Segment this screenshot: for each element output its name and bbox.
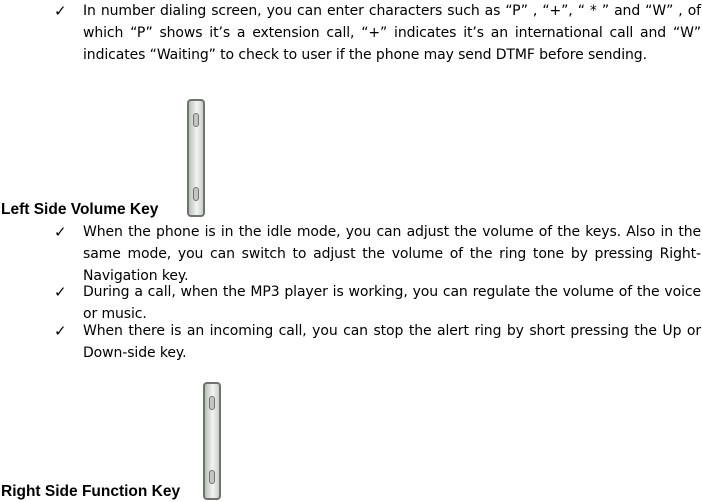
checkmark-icon: ✓ (54, 322, 67, 340)
list-item-text: During a call, when the MP3 player is working, you can regulate the volume of the voice or music. (83, 284, 701, 322)
section-heading-right-function-key: Right Side Function Key (1, 483, 181, 500)
volume-up-slot (193, 113, 199, 127)
volume-down-slot (193, 187, 199, 201)
side-key-icon (187, 99, 205, 217)
section-heading-left-volume-key: Left Side Volume Key (1, 201, 159, 218)
list-item-text: In number dialing screen, you can enter characters such as “P” , “+”, “ * ” and “W” , of which “P” shows it’s a extension call, “+” indicates it’s an international call and “W” indicates “Waiting” to check to user if the phone may send DTMF before sending. (83, 3, 701, 63)
checkmark-icon: ✓ (54, 283, 67, 301)
list-item-text: When there is an incoming call, you can stop the alert ring by short pressing the Up or Down-side key. (83, 323, 701, 361)
function-key-upper-slot (209, 396, 215, 410)
side-key-icon (203, 382, 221, 500)
function-key-lower-slot (209, 470, 215, 484)
checkmark-icon: ✓ (54, 223, 67, 241)
checkmark-icon: ✓ (54, 2, 67, 20)
list-item-text: When the phone is in the idle mode, you can adjust the volume of the keys. Also in the same mode, you can switch to adjust the volume of the ring tone by pressing Right- Navigation key. (83, 224, 701, 284)
